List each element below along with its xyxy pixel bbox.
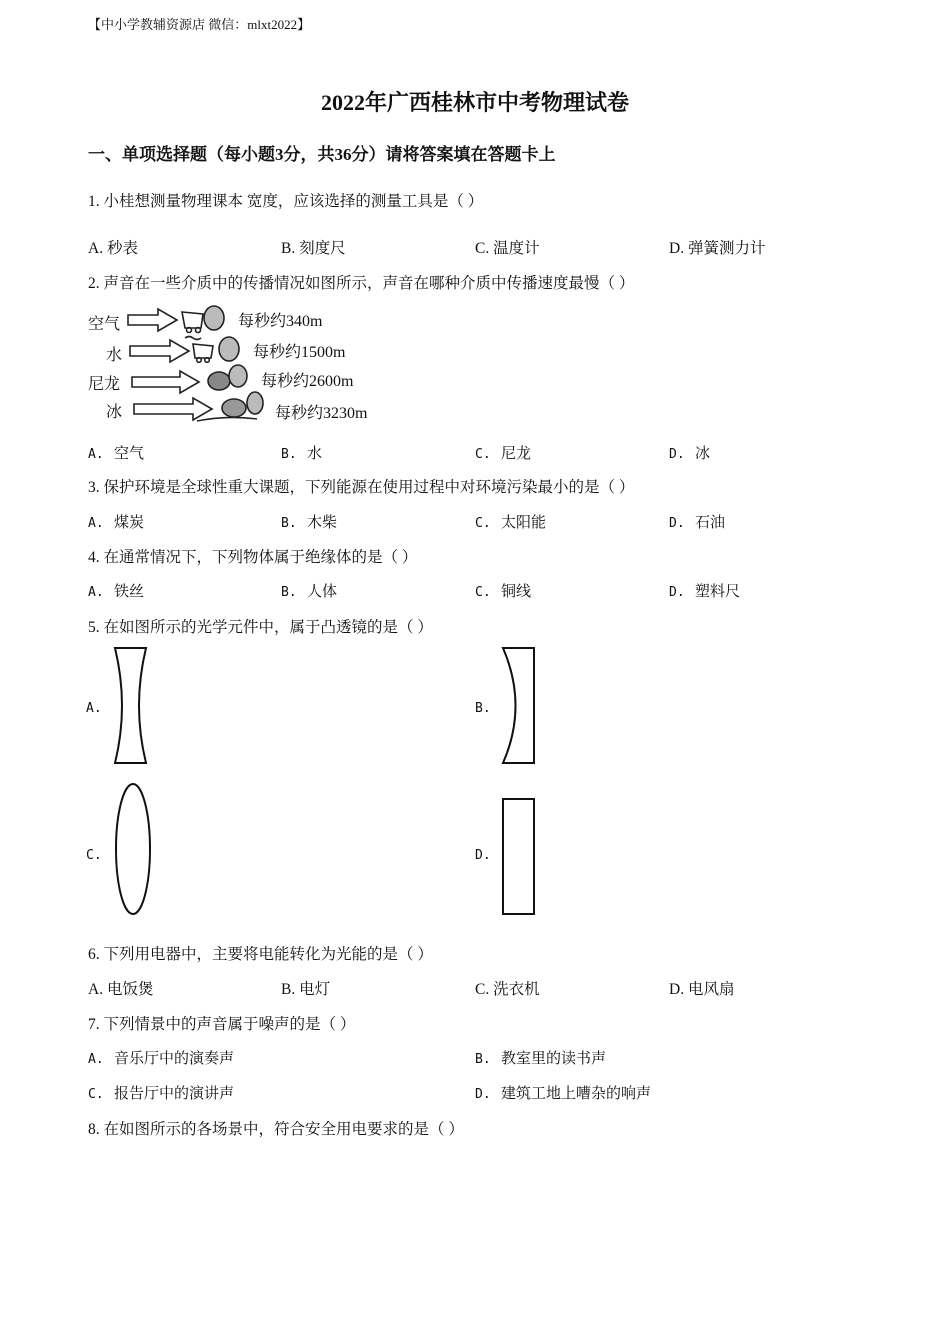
arrow-icon bbox=[134, 398, 212, 420]
q3-option-c: C. 太阳能 bbox=[475, 513, 547, 531]
figure-medium-water: 水 bbox=[106, 347, 123, 364]
q7-option-d: D. 建筑工地上嘈杂的响声 bbox=[475, 1084, 652, 1102]
arrow-icon bbox=[128, 309, 177, 331]
q6-option-d: D. 电风扇 bbox=[669, 981, 735, 998]
q5-option-d: D. bbox=[475, 848, 491, 863]
figure-medium-ice: 冰 bbox=[106, 404, 123, 421]
q2-option-b: B. 水 bbox=[281, 444, 323, 462]
section-heading: 一、单项选择题（每小题3分，共36分）请将答案填在答题卡上 bbox=[88, 145, 556, 164]
figure-medium-air: 空气 bbox=[88, 316, 121, 333]
q1-option-c: C. 温度计 bbox=[475, 240, 540, 257]
figure-speed-ice: 每秒约3230m bbox=[275, 405, 368, 422]
glass-slab-icon bbox=[498, 796, 540, 918]
q6-option-a: A. 电饭煲 bbox=[88, 981, 154, 998]
q6-option-c: C. 洗衣机 bbox=[475, 981, 540, 998]
q7-option-b: B. 教室里的读书声 bbox=[475, 1049, 607, 1067]
question-6-stem: 6. 下列用电器中，主要将电能转化为光能的是（ ） bbox=[88, 946, 433, 963]
q5-option-b: B. bbox=[475, 701, 491, 716]
q2-option-a: A. 空气 bbox=[88, 444, 145, 462]
q3-option-b: B. 木柴 bbox=[281, 513, 338, 531]
q2-option-d: D. 冰 bbox=[669, 444, 711, 462]
q7-option-c: C. 报告厅中的演讲声 bbox=[88, 1084, 235, 1102]
question-4-stem: 4. 在通常情况下，下列物体属于绝缘体的是（ ） bbox=[88, 549, 418, 566]
figure-speed-air: 每秒约340m bbox=[238, 313, 323, 330]
figure-speed-water: 每秒约1500m bbox=[253, 344, 346, 361]
question-2-stem: 2. 声音在一些介质中的传播情况如图所示，声音在哪种介质中传播速度最慢（ ） bbox=[88, 275, 635, 292]
question-5-stem: 5. 在如图所示的光学元件中，属于凸透镜的是（ ） bbox=[88, 619, 433, 636]
convex-lens-icon bbox=[110, 780, 156, 918]
question-3-stem: 3. 保护环境是全球性重大课题，下列能源在使用过程中对环境污染最小的是（ ） bbox=[88, 479, 635, 496]
arrow-icon bbox=[130, 340, 189, 362]
question-1-stem: 1. 小桂想测量物理课本 宽度，应该选择的测量工具是（ ） bbox=[88, 193, 484, 210]
cart-icon bbox=[193, 344, 213, 358]
q3-option-d: D. 石油 bbox=[669, 513, 726, 531]
question-8-stem: 8. 在如图所示的各场景中，符合安全用电要求的是（ ） bbox=[88, 1121, 464, 1138]
cart-icon bbox=[182, 312, 203, 328]
q4-option-b: B. 人体 bbox=[281, 582, 338, 600]
q3-option-a: A. 煤炭 bbox=[88, 513, 145, 531]
q4-option-c: C. 铜线 bbox=[475, 582, 532, 600]
q4-option-a: A. 铁丝 bbox=[88, 582, 145, 600]
question-7-stem: 7. 下列情景中的声音属于噪声的是（ ） bbox=[88, 1016, 356, 1033]
q5-option-a: A. bbox=[86, 701, 102, 716]
q1-option-b: B. 刻度尺 bbox=[281, 240, 346, 257]
q6-option-b: B. 电灯 bbox=[281, 981, 331, 998]
q1-option-d: D. 弹簧测力计 bbox=[669, 240, 766, 257]
figure-medium-nylon: 尼龙 bbox=[88, 376, 121, 393]
q5-option-c: C. bbox=[86, 848, 102, 863]
meniscus-lens-icon bbox=[498, 645, 540, 767]
q1-option-a: A. 秒表 bbox=[88, 240, 138, 257]
q4-option-d: D. 塑料尺 bbox=[669, 582, 741, 600]
figure-speed-nylon: 每秒约2600m bbox=[261, 373, 354, 390]
q2-option-c: C. 尼龙 bbox=[475, 444, 532, 462]
q7-option-a: A. 音乐厅中的演奏声 bbox=[88, 1049, 235, 1067]
page-title: 2022年广西桂林市中考物理试卷 bbox=[320, 90, 629, 115]
concave-lens-icon bbox=[110, 645, 152, 767]
arrow-icon bbox=[132, 371, 199, 393]
page-header: 【中小学教辅资源店 微信：mlxt2022】 bbox=[88, 17, 311, 32]
